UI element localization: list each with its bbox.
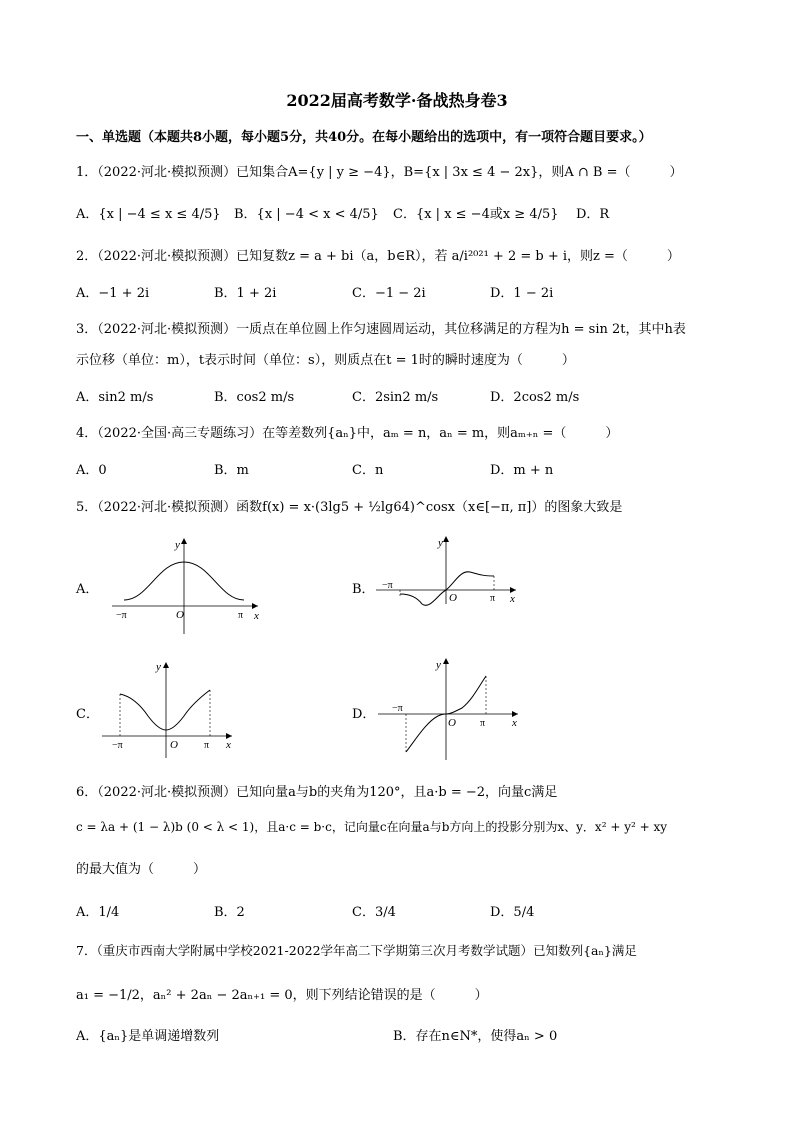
q7-option-b[interactable]: B．存在n∈N*，使得aₙ > 0 (393, 1029, 558, 1044)
curve (400, 572, 494, 606)
q3-option-d[interactable]: D．2cos2 m/s (490, 390, 580, 405)
y-axis-arrow (443, 536, 449, 542)
q6-option-c[interactable]: C．3/4 (352, 905, 396, 920)
question-6-stem-end: 的最大值为（ ） (76, 862, 207, 877)
question-source: （2022·河北·模拟预测） (97, 165, 237, 180)
y-label: y (438, 537, 443, 549)
question-source: （2022·全国·高三专题练习） (97, 426, 263, 441)
q6-option-d[interactable]: D．5/4 (490, 905, 535, 920)
neg-pi-label: −π (116, 610, 127, 621)
graph-c[interactable] (98, 660, 238, 760)
q6-option-b[interactable]: B．2 (214, 905, 245, 920)
y-label: y (156, 661, 161, 673)
question-6-stem-cont: c = λa + (1 − λ)b (0 < λ < 1)，且a·c = b·c，记向量c在向量a与b方向上的投影分别为x、y．x² + y² + xy (76, 820, 668, 834)
question-7-stem-cont: a₁ = −1/2，aₙ² + 2aₙ − 2aₙ₊₁ = 0，则下列结论错误的是（ ） (76, 988, 488, 1003)
question-number: 2． (76, 249, 98, 264)
q4-option-c[interactable]: C．n (352, 463, 384, 478)
origin-label: O (449, 592, 457, 604)
q1-option-d[interactable]: D．R (576, 207, 610, 222)
pi-label: π (204, 740, 210, 751)
origin-label: O (170, 739, 178, 751)
graph-a[interactable] (108, 534, 264, 638)
q6-option-a[interactable]: A．1/4 (76, 905, 120, 920)
q7-option-a[interactable]: A．{aₙ}是单调递增数列 (76, 1029, 220, 1044)
origin-label: O (448, 717, 456, 729)
y-axis-arrow (163, 662, 169, 668)
question-5-stem (76, 496, 622, 515)
q2-option-d[interactable]: D．1 − 2i (490, 286, 554, 301)
question-3-stem-cont: 示位移（单位：m），t表示时间（单位：s），则质点在t = 1时的瞬时速度为（ ） (76, 353, 575, 368)
question-text: 已知数列{aₙ}满足 (533, 943, 637, 958)
section-heading: 一、单选题（本题共8小题，每小题5分，共40分。在每小题给出的选项中，有一项符合题目要求。） (76, 130, 652, 145)
q5-option-b[interactable]: B． (352, 582, 375, 597)
question-source: （2022·河北·模拟预测） (97, 785, 237, 800)
x-label: x (510, 593, 515, 605)
question-number: 1． (76, 165, 98, 180)
q1-option-c[interactable]: C．{x | x ≤ −4或x ≥ 4/5} (393, 207, 559, 222)
question-text: 已知向量a与b的夹角为120°，且a·b = −2，向量c满足 (236, 785, 558, 800)
question-2-stem (76, 245, 680, 264)
question-text: 函数f(x) = x·(3lg5 + ½lg64)^cosx（x∈[−π, π]）的图象大致是 (236, 500, 623, 515)
q4-option-a[interactable]: A．0 (76, 463, 107, 478)
question-4-stem (76, 422, 618, 441)
question-source: （重庆市西南大学附属中学校2021-2022学年高二下学期第三次月考数学试题） (96, 943, 534, 958)
q1-option-a[interactable]: A．{x | −4 ≤ x ≤ 4/5} (76, 207, 221, 222)
graph-b[interactable] (372, 534, 522, 606)
question-source: （2022·河北·模拟预测） (97, 249, 237, 264)
curve (120, 690, 210, 730)
q4-option-d[interactable]: D．m + n (490, 463, 554, 478)
q5-option-d[interactable]: D． (352, 707, 376, 722)
origin-label: O (176, 609, 184, 621)
graph-d[interactable] (374, 656, 524, 762)
neg-pi-label: −π (382, 580, 393, 591)
x-label: x (226, 739, 231, 751)
y-label: y (175, 539, 180, 551)
x-label: x (512, 717, 517, 729)
q2-option-a[interactable]: A．−1 + 2i (76, 286, 150, 301)
question-source: （2022·河北·模拟预测） (97, 322, 237, 337)
q3-option-b[interactable]: B．cos2 m/s (214, 390, 295, 405)
q3-option-a[interactable]: A．sin2 m/s (76, 390, 154, 405)
y-label: y (436, 659, 441, 671)
q2-option-b[interactable]: B．1 + 2i (214, 286, 277, 301)
question-source: （2022·河北·模拟预测） (97, 500, 237, 515)
question-text: 一质点在单位圆上作匀速圆周运动，其位移满足的方程为h = sin 2t，其中h表 (236, 322, 686, 337)
question-number: 4． (76, 426, 98, 441)
question-text: 在等差数列{aₙ}中，aₘ = n，aₙ = m，则aₘ₊ₙ =（ ） (262, 426, 619, 441)
question-number: 5． (76, 500, 98, 515)
question-text: 已知复数z = a + bi（a，b∈R），若 a/i²⁰²¹ + 2 = b + i，则z =（ ） (236, 249, 680, 264)
x-label: x (254, 610, 259, 622)
y-axis-arrow (181, 538, 187, 544)
q3-option-c[interactable]: C．2sin2 m/s (352, 390, 439, 405)
question-3-stem (76, 318, 686, 337)
question-number: 6． (76, 785, 98, 800)
question-6-stem (76, 781, 557, 800)
pi-label: π (490, 593, 496, 604)
q4-option-b[interactable]: B．m (214, 463, 249, 478)
neg-pi-label: −π (112, 740, 123, 751)
pi-label: π (480, 718, 486, 729)
question-text: 已知集合A={y | y ≥ −4}，B={x | 3x ≤ 4 − 2x}，则A ∩ B =（ ） (236, 165, 683, 180)
pi-label: π (238, 610, 244, 621)
q5-option-c[interactable]: C． (76, 707, 99, 722)
neg-pi-label: −π (392, 703, 403, 714)
paper-title: 2022届高考数学·备战热身卷3 (286, 91, 508, 110)
question-1-stem (76, 161, 683, 180)
q2-option-c[interactable]: C．−1 − 2i (352, 286, 426, 301)
q1-option-b[interactable]: B．{x | −4 < x < 4/5} (234, 207, 379, 222)
x-axis-arrow (252, 603, 258, 609)
question-7-stem (76, 941, 637, 959)
q5-option-a[interactable]: A． (76, 582, 99, 597)
question-number: 7． (76, 943, 97, 958)
y-axis-arrow (443, 658, 449, 664)
question-number: 3． (76, 322, 98, 337)
